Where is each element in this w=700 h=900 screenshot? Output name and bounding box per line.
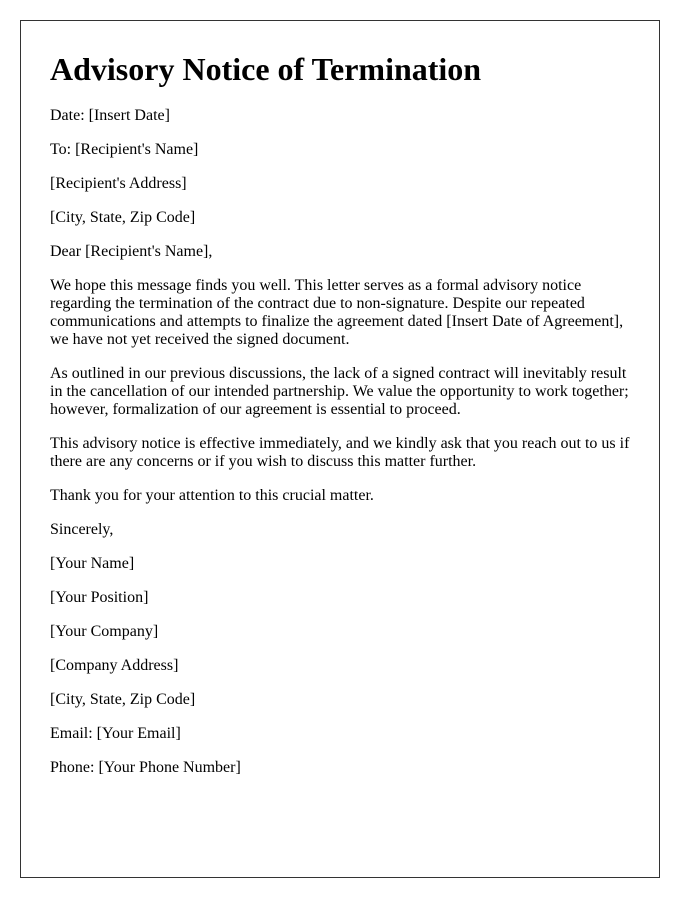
body-paragraph: We hope this message finds you well. This letter serves as a formal advisory notice regarding the termination of the contract due to non-signature. Despite our repeated communications and attempts to finalize the agreement dated [Insert Date of Agreement], we have not yet received the signed document. — [50, 277, 624, 348]
signature-name: [Your Name] — [50, 555, 135, 572]
signature-phone: Phone: [Your Phone Number] — [50, 759, 241, 776]
signature-company: [Your Company] — [50, 623, 159, 640]
signature-company-city: [City, State, Zip Code] — [50, 691, 196, 708]
body-paragraph: This advisory notice is effective immediately, and we kindly ask that you reach out to us if there are any concerns or if you wish to discuss this matter further. — [50, 435, 630, 470]
recipient-address: [Recipient's Address] — [50, 175, 187, 192]
recipient-city: [City, State, Zip Code] — [50, 209, 196, 226]
body-paragraph: As outlined in our previous discussions, the lack of a signed contract will inevitably result in the cancellation of our intended partnership. We value the opportunity to work together; however, formalization of our agreement is essential to proceed. — [50, 365, 629, 418]
signature-position: [Your Position] — [50, 589, 149, 606]
closing: Sincerely, — [50, 521, 114, 538]
letter-title: Advisory Notice of Termination — [50, 51, 482, 87]
letter-page — [20, 20, 660, 878]
recipient-name-line: To: [Recipient's Name] — [50, 141, 199, 158]
body-paragraph: Thank you for your attention to this crucial matter. — [50, 487, 374, 504]
date-line: Date: [Insert Date] — [50, 107, 170, 124]
letter-content — [50, 49, 634, 793]
signature-email: Email: [Your Email] — [50, 725, 181, 742]
signature-company-address: [Company Address] — [50, 657, 179, 674]
salutation: Dear [Recipient's Name], — [50, 243, 213, 260]
